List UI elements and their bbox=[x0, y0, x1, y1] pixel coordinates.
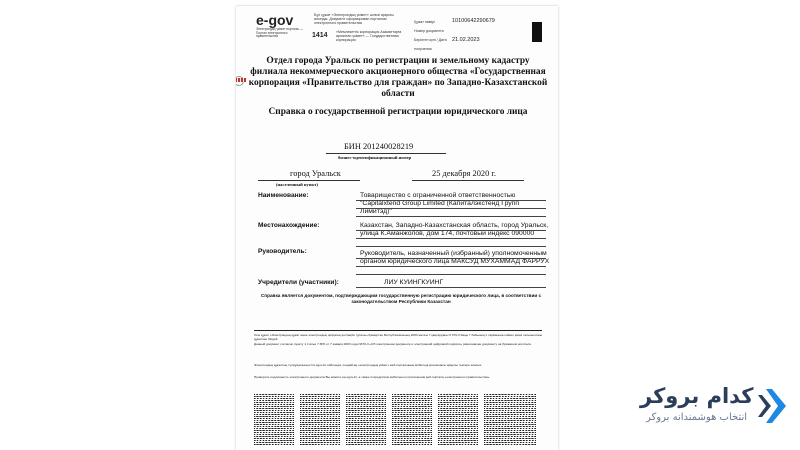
qr-code bbox=[392, 394, 432, 446]
issue-date: 25 декабря 2020 г. bbox=[432, 169, 496, 178]
brand-tagline: انتخاب هوشمندانه بروکر bbox=[646, 412, 748, 423]
fine-print-2: Данный документ согласно пункту 1 статьи 7 ЗРК от 7 января 2003 года N370-II «Об электронном документе и электронной цифровой подписи» равнозначен документу на бумажном носителе. bbox=[254, 342, 532, 346]
label-doc-number-ru: Номер документа bbox=[414, 29, 444, 33]
bin-caption: бизнес-идентификационный номер bbox=[338, 155, 412, 160]
city: город Уральск bbox=[290, 169, 341, 178]
field-value-director: Руководитель, назначенный (избранный) уполномоченным органом юридического лица МАКСУД МУХАММАД ФАРРУХ bbox=[360, 250, 550, 266]
page-corner-mark bbox=[532, 22, 542, 42]
label-doc-date: Берілген күні / Дата получения bbox=[414, 38, 447, 51]
date-underline bbox=[412, 180, 524, 181]
field-label-location: Местонахождение: bbox=[258, 222, 320, 229]
fine-print-3: Электрондық құжаттың түпнұсқалығын Сіз egov.kz сайтында, сондай-ақ «электрондық үкімет» веб-порталының мобильді қосымшасы арқылы тексере аласыз. bbox=[254, 363, 483, 367]
document-issuer-title: Отдел города Уральск по регистрации и земельному кадастру филиала некоммерческого акционерного общества «Государственная корпорация «Правительство для граждан» по Западно-Казахстанской области bbox=[248, 56, 548, 99]
field-value-name: Товарищество с ограниченной ответственностью "Capitalxtend Group Limited (Капиталэкстенд Групп Лимитэд)" bbox=[360, 192, 520, 216]
bin-number: БИН 201240028219 bbox=[344, 142, 414, 151]
field-label-founders: Учредители (участники): bbox=[258, 279, 339, 286]
field-rule bbox=[356, 246, 546, 247]
fine-print-4: Проверить подлинность электронного документа Вы можете на egov.kz, а также посредством мобильного приложения веб-портала «электронного правительства». bbox=[254, 375, 491, 379]
field-rule bbox=[356, 200, 546, 201]
qr-code bbox=[438, 394, 478, 446]
egov-logo: e-gov bbox=[256, 12, 294, 28]
field-rule bbox=[356, 216, 546, 217]
brand-logo-icon bbox=[756, 387, 788, 425]
legal-statement: Справка является документом, подтверждающим государственную регистрацию юридического лица, в соответствии с законодательством Республики Казахстан bbox=[260, 293, 542, 304]
label-doc-number: Құжат нөмірі bbox=[414, 20, 435, 24]
qr-code bbox=[254, 394, 294, 446]
document-page bbox=[236, 6, 558, 450]
qr-code bbox=[346, 394, 386, 446]
city-caption: (населенный пункт) bbox=[276, 182, 318, 187]
qr-code bbox=[300, 394, 340, 446]
field-rule bbox=[356, 258, 546, 259]
field-rule bbox=[356, 238, 546, 239]
doc-date: 21.02.2023 bbox=[452, 37, 480, 43]
brand-name: کدام بروکر bbox=[640, 384, 754, 408]
field-value-location: Казахстан, Западно-Казахстанская область, город Уральск, улица К.Аманжолов, дом 174, почтовый индекс 090000 bbox=[360, 222, 549, 238]
header-right-labels bbox=[414, 18, 448, 54]
field-rule bbox=[356, 230, 546, 231]
header-left-text: Бұл құжат «Электрондық үкімет» шлюзі арқылы алынды. Документ сформирован порталом электронного правительства bbox=[314, 13, 394, 26]
field-rule bbox=[356, 274, 546, 275]
field-rule bbox=[356, 208, 546, 209]
phone-code: 1414 bbox=[312, 32, 328, 39]
doc-number: 10100642290679 bbox=[452, 18, 495, 24]
field-rule bbox=[356, 287, 546, 288]
qr-code bbox=[484, 394, 536, 446]
footer-separator bbox=[254, 330, 542, 331]
header-center-text: «Мемлекеттік корпорация Азаматтарға арналған үкімет» — Государственная корпорация bbox=[336, 30, 402, 43]
fine-print-1: Осы құжат «Электрондық құжат және электрондық цифрлық қолтаңба туралы» Қазақстан Республикасының 2003 жылғы 7 қаңтардағы N 370-II Заңы 7 бабының 1 тармағына сәйкес қағаз тасығыштағы құжатпен бірдей. bbox=[254, 333, 543, 341]
field-label-director: Руководитель: bbox=[258, 248, 307, 255]
field-label-name: Наименование: bbox=[258, 192, 309, 199]
field-value-founders: ЛИУ КУИНГКУИНГ bbox=[384, 279, 444, 286]
field-rule bbox=[356, 266, 546, 267]
document-subtitle: Справка о государственной регистрации юридического лица bbox=[268, 107, 528, 117]
bin-underline bbox=[326, 153, 446, 154]
binding-thread bbox=[236, 78, 246, 82]
header-right-values bbox=[452, 17, 495, 46]
egov-logo-caption: Электрондық үкімет порталы — Портал электронного правительства bbox=[256, 27, 303, 39]
city-underline bbox=[258, 180, 360, 181]
